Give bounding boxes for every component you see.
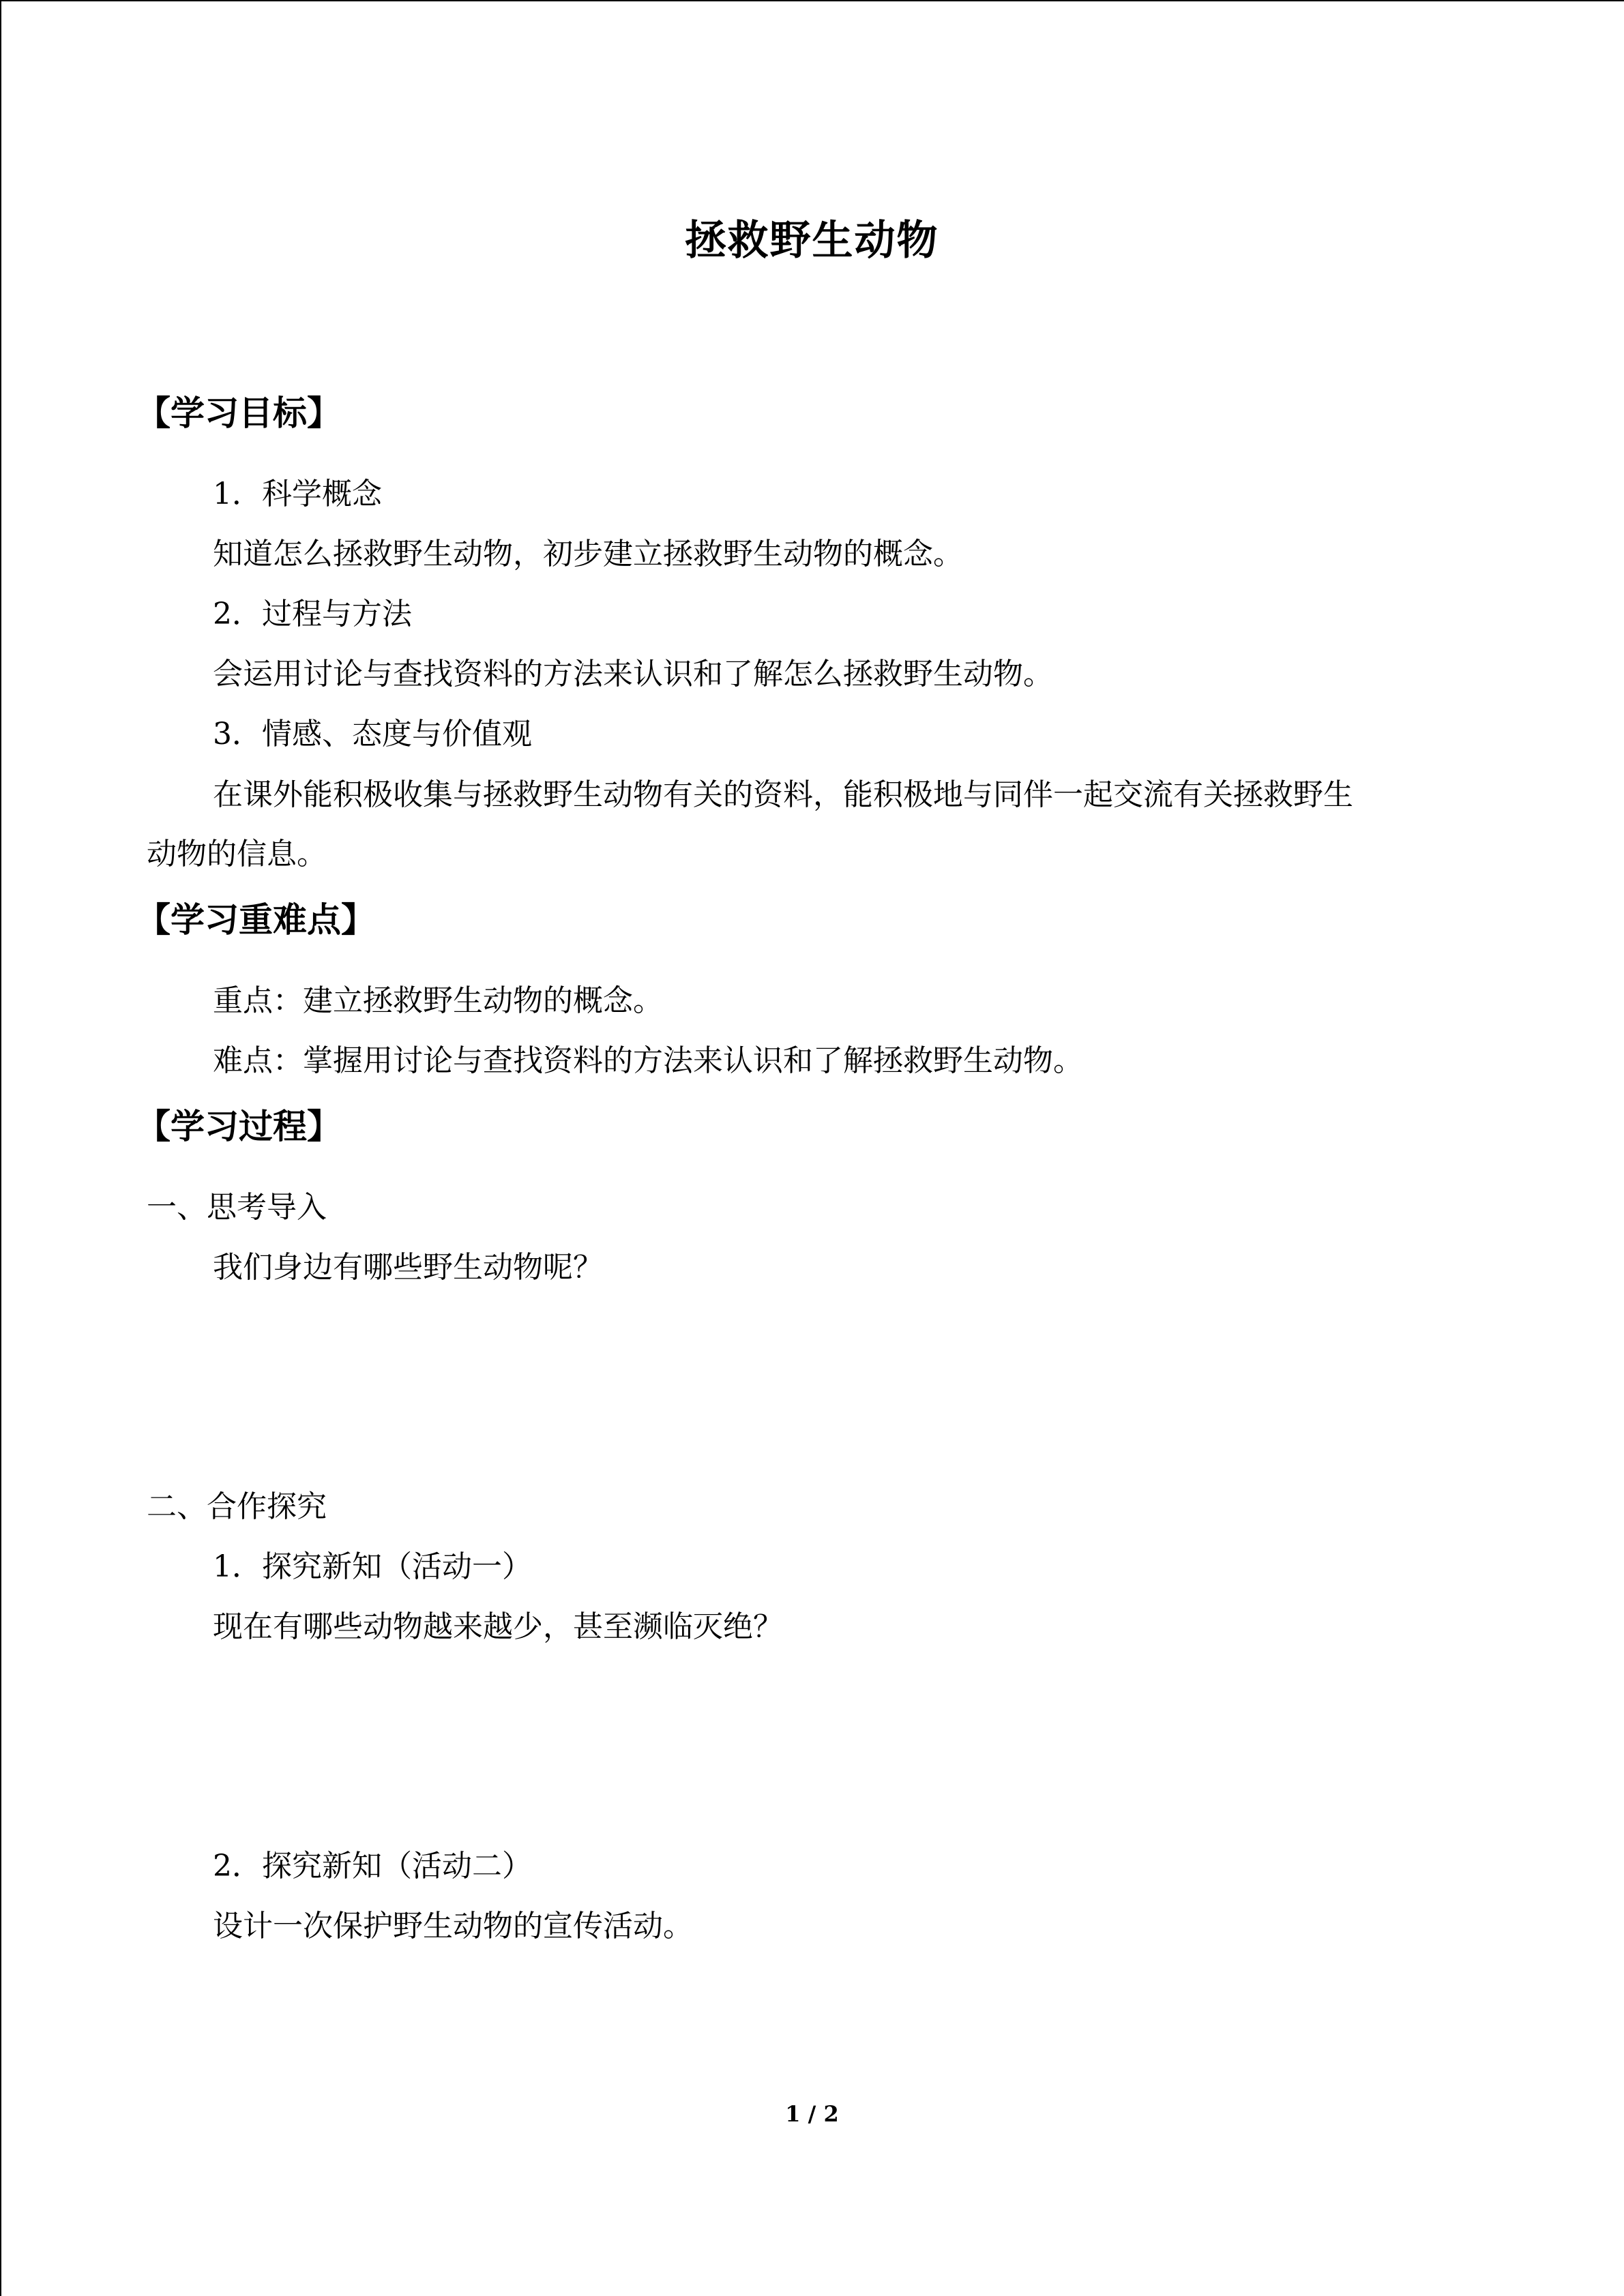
activity-1-question: 现在有哪些动物越来越少，甚至濒临灭绝？ xyxy=(213,1609,783,1644)
objective-2-label: 2．过程与方法 xyxy=(213,597,412,631)
objective-1-label: 1．科学概念 xyxy=(213,477,382,511)
document-title: 拯救野生动物 xyxy=(685,217,939,265)
difficulty-text: 难点：掌握用讨论与查找资料的方法来认识和了解拯救野生动物。 xyxy=(213,1043,1083,1078)
page-number: 1 / 2 xyxy=(785,2101,839,2127)
activity-2-title: 2．探究新知（活动二） xyxy=(213,1849,532,1883)
section-heading-key-points: 【学习重难点】 xyxy=(136,899,375,940)
section-heading-process: 【学习过程】 xyxy=(136,1106,341,1146)
activity-2-task: 设计一次保护野生动物的宣传活动。 xyxy=(213,1909,693,1943)
section-heading-objectives: 【学习目标】 xyxy=(136,393,341,433)
objective-2-text: 会运用讨论与查找资料的方法来认识和了解怎么拯救野生动物。 xyxy=(213,657,1053,691)
objective-3-label: 3．情感、态度与价值观 xyxy=(213,717,532,751)
key-point-text: 重点：建立拯救野生动物的概念。 xyxy=(213,983,663,1018)
part-2-title: 二、合作探究 xyxy=(147,1489,327,1524)
objective-1-text: 知道怎么拯救野生动物，初步建立拯救野生动物的概念。 xyxy=(213,537,963,571)
objective-3-text-line2: 动物的信息。 xyxy=(147,837,327,871)
part-1-question: 我们身边有哪些野生动物呢？ xyxy=(213,1250,603,1285)
objective-3-text-line1: 在课外能积极收集与拯救野生动物有关的资料，能积极地与同伴一起交流有关拯救野生 xyxy=(213,777,1353,812)
part-1-title: 一、思考导入 xyxy=(147,1190,327,1225)
activity-1-title: 1．探究新知（活动一） xyxy=(213,1549,532,1584)
